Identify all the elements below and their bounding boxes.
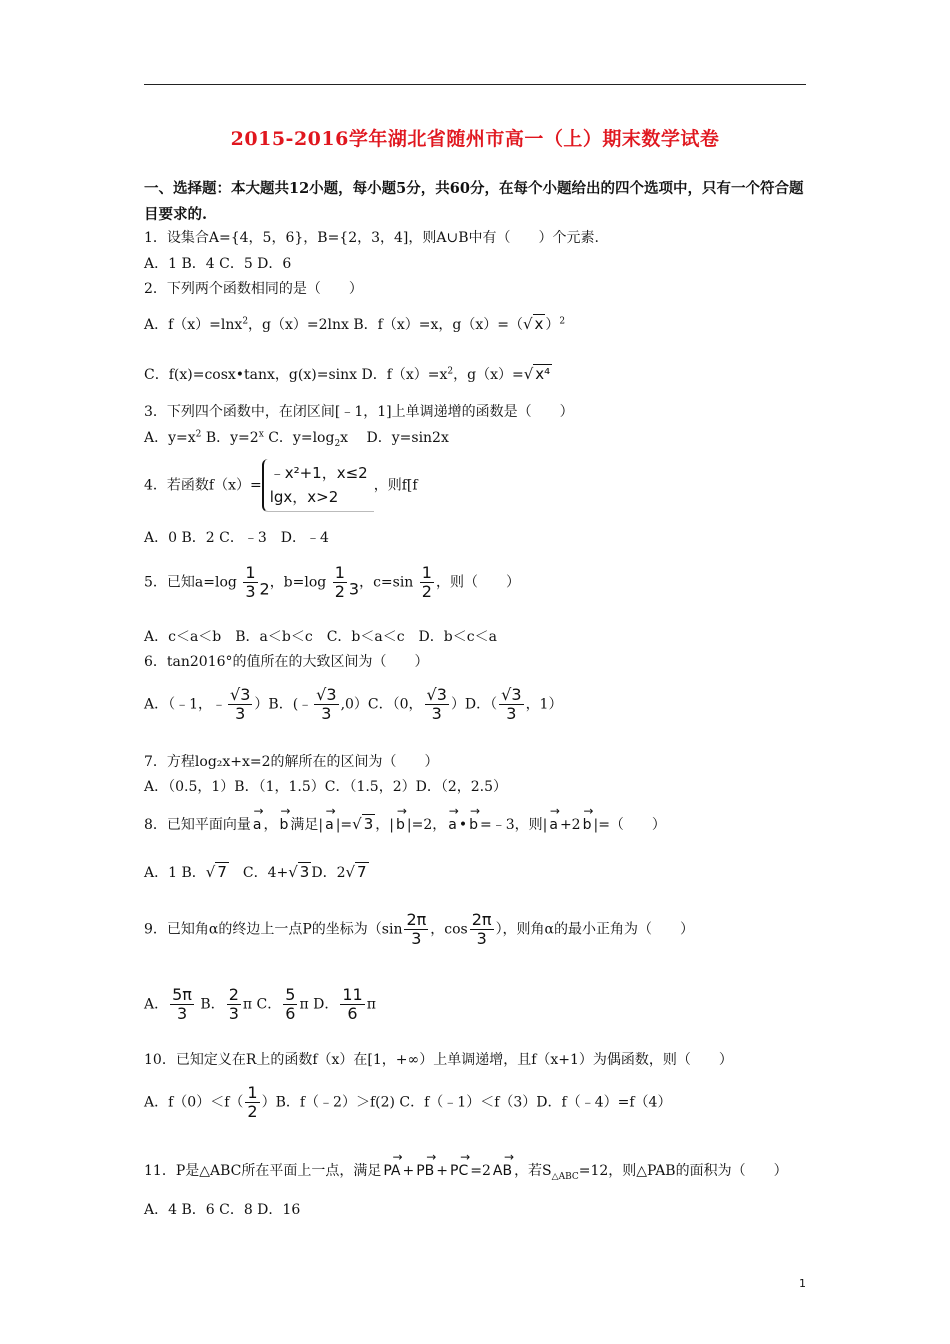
question-3: 3．下列四个函数中，在闭区间[﹣1，1]上单调递增的函数是（ ） bbox=[144, 404, 574, 420]
question-3-options: A．$y=x^2$ B．$y=2^x$ C．$y=\log_2x$ D．y=sin2x bbox=[144, 429, 449, 449]
question-5: 5．已知a=log $\frac{1}{3}$ 2，b=log $\frac{1}{2}$ 3，c=sin $\frac{1}{2}$ ，则（ ） bbox=[144, 563, 520, 601]
question-6-options: A．（﹣1，﹣ $\frac{√3}{3}$ ）B．(﹣ $\frac{√3}{3}$ ,0）C．（0， $\frac{√3}{3}$ ）D．（ $\frac{√3}{3}$ ，1） bbox=[144, 685, 563, 723]
page-number: 1 bbox=[799, 1277, 806, 1290]
question-2-options-ab: A．f（x）=lnx$^2$，g（x）=2lnx B．f（x）=x，g（x）=（√ x ）$^2$ bbox=[144, 315, 566, 333]
question-7-options: A．（0.5，1）B．（1，1.5）C．（1.5，2）D．（2，2.5） bbox=[144, 779, 508, 795]
question-11-options: A．4 B．6 C．8 D．16 bbox=[144, 1202, 301, 1218]
question-1-options: A．1 B．4 C．5 D．6 bbox=[144, 256, 292, 272]
question-8-options: A．1 B．√ 7 C．4+√ 3 D．2√ 7 bbox=[144, 863, 367, 881]
sqrt-x4: √ x⁴ bbox=[523, 365, 551, 383]
sqrt-x: √ x bbox=[522, 315, 544, 333]
question-10: 10．已知定义在R上的函数f（x）在[1，+∞）上单调递增，且f（x+1）为偶函数，则（ ） bbox=[144, 1052, 733, 1068]
question-6: 6．tan2016°的值所在的大致区间为（ ） bbox=[144, 654, 429, 670]
question-5-options: A．c＜a＜b B．a＜b＜c C．b＜a＜c D．b＜c＜a bbox=[144, 629, 497, 645]
header-rule bbox=[144, 84, 806, 85]
section-heading: 一、选择题：本大题共12小题，每小题5分，共60分，在每个小题给出的四个选项中，只有一个符合题目要求的. bbox=[144, 180, 804, 223]
question-4-options: A．0 B．2 C．﹣3 D．﹣4 bbox=[144, 530, 329, 546]
question-4: 4．若函数f（x）=﹣x²+1，x≤2 lgx，x>2，则f[f bbox=[144, 459, 418, 512]
question-10-options: A．f（0）＜f（ $\frac{1}{2}$ ）B．f（﹣2）＞f(2) C．f（﹣1）＜f（3）D．f（﹣4）=f（4） bbox=[144, 1083, 672, 1121]
exam-title: 2015-2016学年湖北省随州市高一（上）期末数学试卷 bbox=[230, 128, 720, 150]
piecewise-function: ﹣x²+1，x≤2 lgx，x>2 bbox=[262, 459, 374, 512]
question-9: 9．已知角α的终边上一点P的坐标为（sin $\frac{2\pi}{3}$ ，cos $\frac{2\pi}{3}$ ），则角α的最小正角为（ ） bbox=[144, 910, 695, 948]
question-2-options-cd: C．f(x)=cosx•tanx，g(x)=sinx D．$f(x)=x^2$，g（x）=√ x⁴ bbox=[144, 365, 551, 383]
question-7: 7．方程log₂x+x=2的解所在的区间为（ ） bbox=[144, 754, 439, 770]
question-2: 2．下列两个函数相同的是（ ） bbox=[144, 281, 363, 297]
question-11: 11．P是△ABC所在平面上一点，满足→ PA +→ PB +→ PC =2→ AB ，若$S_{\triangle ABC}=12$，则△PAB的面积为（ ） bbox=[144, 1159, 788, 1182]
question-9-options: A． $\frac{5\pi}{3}$ B． $\frac{2}{3}$ π C． $\frac{5}{6}$ π D． $\frac{11}{6}$ π bbox=[144, 985, 376, 1023]
question-1: 1．设集合A={4，5，6}，B={2，3，4]，则A∪B中有（ ）个元素. bbox=[144, 230, 599, 246]
question-8: 8．已知平面向量→ a ，→ b 满足|→ a |=√ 3 ，|→ b |=2，→ a •→ b =﹣3，则|→ a +2→ b |=（ ） bbox=[144, 813, 666, 834]
